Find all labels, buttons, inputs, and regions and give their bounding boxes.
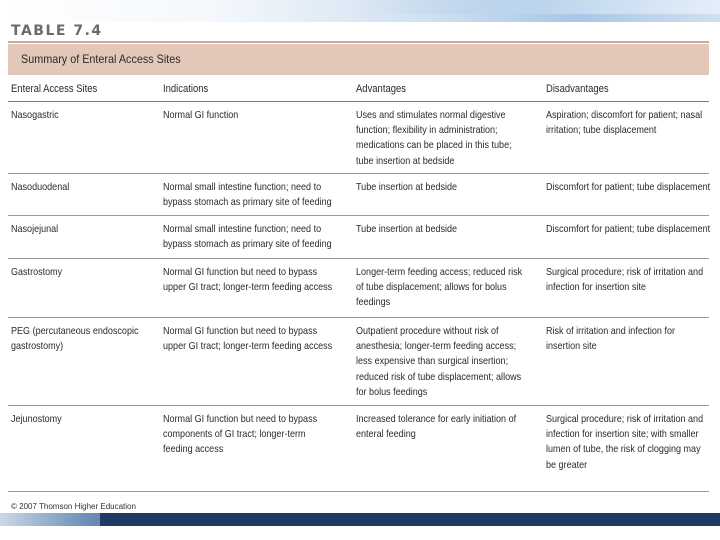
caption-band — [8, 44, 709, 75]
advantages-cell: Increased tolerance for early initiation of enteral feeding — [356, 413, 517, 441]
disadvantages-cell: Discomfort for patient; tube displacement — [546, 181, 711, 193]
table-row — [8, 259, 709, 318]
advantages-cell: Tube insertion at bedside — [356, 181, 458, 193]
table-bottom-rule — [8, 491, 709, 492]
disadvantages-cell: Surgical procedure; risk of irritation and infection for insertion site; with smaller lumen of tube, the risk of clogging may be greater — [546, 413, 704, 471]
indications-cell: Normal small intestine function; need to bypass stomach as primary site of feeding — [163, 181, 332, 209]
site-cell: Nasoduodenal — [11, 181, 70, 193]
table-row — [8, 318, 709, 406]
disadvantages-cell: Risk of irritation and infection for insertion site — [546, 325, 675, 353]
advantages-cell: Uses and stimulates normal digestive function; flexibility in administration; medications can be placed in this tube; tube insertion at bedside — [356, 109, 512, 167]
site-cell: PEG (percutaneous endoscopic gastrostomy) — [11, 325, 139, 353]
table-row — [8, 216, 709, 259]
site-cell: Nasojejunal — [11, 223, 59, 235]
enteral-access-table — [8, 75, 709, 495]
label-rule — [8, 41, 709, 43]
disadvantages-cell: Discomfort for patient; tube displacement — [546, 223, 711, 235]
header-cell-advantages: Advantages — [356, 83, 406, 95]
copyright-notice: © 2007 Thomson Higher Education — [11, 502, 136, 511]
table-header-row — [8, 75, 709, 102]
site-cell: Nasogastric — [11, 109, 59, 121]
header-cell-disadvantages: Disadvantages — [546, 83, 609, 95]
indications-cell: Normal GI function but need to bypass upper GI tract; longer-term feeding access — [163, 325, 333, 353]
advantages-cell: Longer-term feeding access; reduced risk of tube displacement; allows for bolus feedings — [356, 266, 523, 309]
site-cell: Gastrostomy — [11, 266, 63, 278]
advantages-cell: Tube insertion at bedside — [356, 223, 458, 235]
table-row — [8, 406, 709, 495]
indications-cell: Normal GI function but need to bypass components of GI tract; longer-term feeding access — [163, 413, 318, 456]
header-cell-indications: Indications — [163, 83, 209, 95]
footer-dark-band — [100, 513, 720, 526]
table-row — [8, 174, 709, 216]
table-row — [8, 102, 709, 174]
site-cell: Jejunostomy — [11, 413, 62, 425]
indications-cell: Normal GI function — [163, 109, 239, 121]
disadvantages-cell: Surgical procedure; risk of irritation and infection for insertion site — [546, 266, 704, 294]
indications-cell: Normal small intestine function; need to bypass stomach as primary site of feeding — [163, 223, 332, 251]
header-cell-sites: Enteral Access Sites — [11, 83, 98, 95]
top-decorative-streak — [360, 0, 720, 14]
advantages-cell: Outpatient procedure without risk of anesthesia; longer-term feeding access; less expensive than surgical insertion; reduced risk of tube displacement; allows for bolus feedings — [356, 325, 522, 398]
table-number: TABLE 7.4 — [11, 23, 103, 39]
indications-cell: Normal GI function but need to bypass upper GI tract; longer-term feeding access — [163, 266, 333, 294]
disadvantages-cell: Aspiration; discomfort for patient; nasal irritation; tube displacement — [546, 109, 703, 137]
table-caption: Summary of Enteral Access Sites — [21, 52, 181, 66]
